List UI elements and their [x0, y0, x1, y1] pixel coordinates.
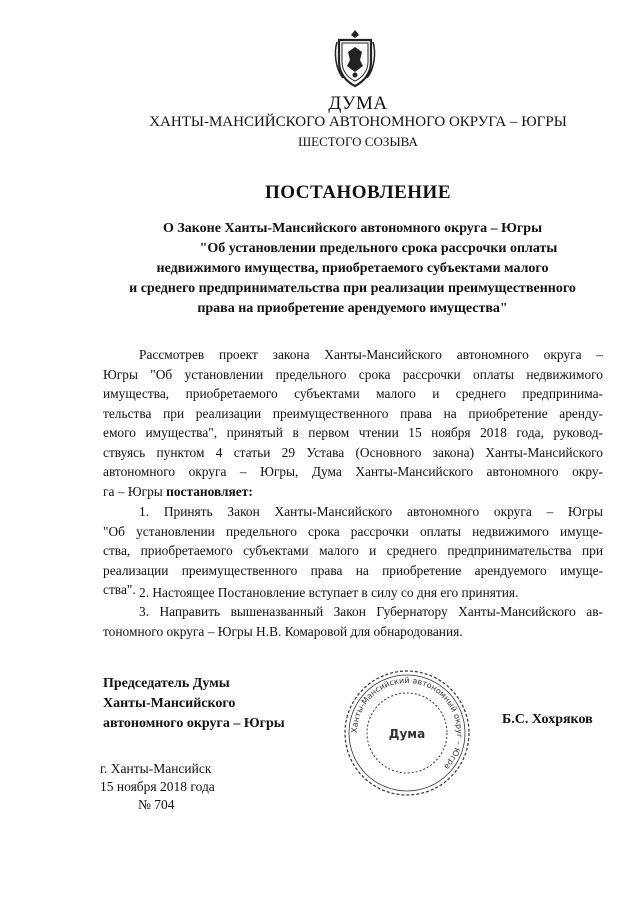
subject-line: и среднего предпринимательства при реализации преимущественного	[129, 281, 576, 296]
org-region: ХАНТЫ-МАНСИЙСКОГО АВТОНОМНОГО ОКРУГА – ЮГРЫ	[149, 114, 567, 130]
text-line: "Об установлении предельного срока рассрочки оплаты недвижимого имуще-	[103, 523, 603, 539]
org-convocation: ШЕСТОГО СОЗЫВА	[298, 134, 418, 149]
signatory-line: автономного округа – Югры	[103, 716, 285, 731]
text-line: ствуясь пунктом 4 статьи 29 Устава (Основного закона) Ханты-Мансийского	[103, 444, 603, 460]
text-line: тельства при реализации преимущественного права на приобретение аренду-	[103, 405, 603, 421]
text-line: Рассмотрев проект закона Ханты-Мансийского автономного округа –	[139, 347, 603, 362]
text-line: Югры "Об установлении предельного срока рассрочки оплаты недвижимого	[103, 366, 603, 382]
document-type: ПОСТАНОВЛЕНИЕ	[264, 182, 452, 203]
stamp-center-text: Дума	[388, 727, 426, 741]
footer-number: № 704	[138, 797, 175, 812]
text-line: 1. Принять Закон Ханты-Мансийского автономного округа – Югры	[139, 504, 603, 519]
subject-line: "Об установлении предельного срока рассрочки оплаты	[199, 241, 558, 256]
document-subject	[100, 219, 605, 319]
subject-line: О Законе Ханты-Мансийского автономного округа – Югры	[163, 221, 542, 236]
signatory-line: Ханты-Мансийского	[103, 696, 236, 711]
preamble-paragraph	[103, 345, 603, 501]
svg-text:Ханты-Мансийский автономный ок	[350, 676, 464, 771]
text-line: реализации преимущественного права на приобретение арендуемого имуще-	[103, 562, 603, 578]
text-line: 2. Настоящее Постановление вступает в силу со дня его принятия.	[139, 585, 519, 600]
item-2	[103, 583, 603, 603]
item-3	[103, 602, 603, 641]
footer-city: г. Ханты-Мансийск	[100, 761, 212, 776]
stamp-ring-text: Ханты-Мансийский автономный округ – Югра	[349, 675, 465, 772]
text-line	[103, 482, 603, 502]
footer-date: 15 ноября 2018 года	[100, 779, 215, 794]
text-line: 3. Направить вышеназванный Закон Губернатору Ханты-Мансийского ав-	[139, 604, 603, 619]
document-footer	[100, 760, 215, 814]
text-line: имущества, приобретаемого субъектами малого и среднего предпринима-	[103, 386, 603, 401]
text-line: емого имущества", принятый в первом чтении 15 ноября 2018 года, руковод-	[103, 425, 603, 440]
text-line: автономного округа – Югры, Дума Ханты-Мансийского автономного окру-	[103, 464, 603, 479]
signatory-line: Председатель Думы	[103, 676, 230, 691]
signatory-title	[103, 674, 285, 734]
text-fragment: га – Югры	[103, 483, 167, 499]
text-line: ства, приобретаемого субъектами малого и среднего предпринимательства при	[103, 543, 603, 558]
text-line: ства".	[103, 582, 136, 597]
text-line: тономного округа – Югры Н.В. Комаровой для обнародования.	[103, 623, 463, 639]
signatory-name: Б.С. Хохряков	[502, 712, 593, 727]
official-stamp	[340, 668, 474, 798]
subject-line: недвижимого имущества, приобретаемого субъектами малого	[156, 261, 549, 276]
coat-of-arms-icon	[333, 28, 377, 90]
subject-line: права на приобретение арендуемого имущества"	[197, 301, 508, 316]
org-title: ДУМА	[328, 93, 388, 114]
resolve-verb: постановляет:	[166, 483, 253, 499]
